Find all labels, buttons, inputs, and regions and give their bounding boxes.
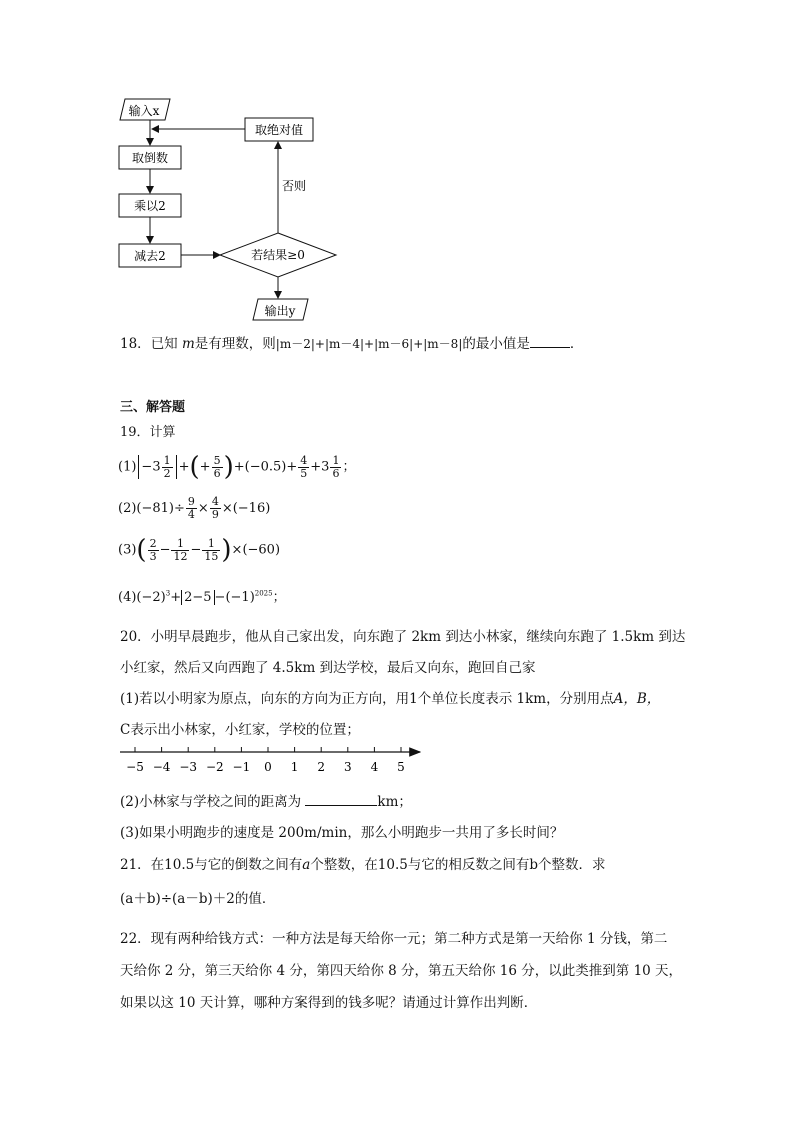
number-line-tick-label: −3	[179, 760, 198, 774]
number-line-tick-label: 4	[370, 760, 379, 774]
q19-p2-label: (2)	[118, 501, 137, 516]
q19-p3-label: (3)	[118, 542, 137, 558]
q18-answer-blank[interactable]	[530, 347, 570, 348]
subtract-label: 减去2	[134, 249, 166, 263]
number-line-tick-label: 5	[397, 760, 405, 774]
abs-label: 取绝对值	[254, 123, 304, 137]
q22-line2: 天给你 2 分，第三天给你 4 分，第四天给你 8 分，第五天给你 16 分，以此类推到第 10 天，	[120, 963, 683, 979]
q19-p2-d: (−16)	[232, 501, 271, 516]
q20-line1: 20．小明早晨跑步，他从自己家出发，向东跑了 2km 到达小林家，继续向东跑了 1.5km 到达	[120, 629, 686, 645]
q19-p2-op2: ×	[197, 501, 209, 516]
q19-part1: (1) −3 $\frac{1}{2}$ +(+ $\frac{5}{6}$ )+(−0.5)+ $\frac{4}{5}$ +3 $\frac{1}{6}$ ；	[118, 452, 356, 482]
q21-var-b: b	[529, 857, 539, 873]
q19-p2-a: (−81)	[136, 501, 174, 516]
q20-sub1	[120, 687, 660, 707]
number-line-tick-label: −5	[126, 760, 144, 774]
condition-label: 若结果≥0	[251, 248, 305, 262]
q19-p4-label: (4)	[118, 590, 137, 605]
q18-expression: |m－2|+|m－4|+|m－6|+|m－8|	[275, 337, 463, 351]
q19-p1-frac-d: $\frac{4}{5}$	[300, 453, 308, 480]
q20-sub1-text: (1)若以小明家为原点，向东的方向为正方向，用1个单位长度表示 1km，分别用点	[120, 691, 614, 707]
number-line	[118, 742, 428, 776]
q19-p3-frac-b: $\frac{1}{12}$	[173, 536, 188, 563]
q20-sub1-points: A，B，	[613, 691, 661, 707]
flowchart	[110, 90, 350, 325]
q19-p3-frac-a: $\frac{2}{3}$	[149, 536, 157, 563]
q18-text-b: 是有理数，则	[194, 336, 276, 352]
number-line-tick-label: 0	[264, 760, 272, 774]
section-title: 三、解答题	[120, 400, 186, 415]
else-label: 否则	[281, 179, 307, 193]
q19-p4-end: ；	[272, 590, 286, 605]
q19-p1-label: (1)	[118, 459, 137, 475]
q19-p3-d: ×(−60)	[231, 542, 281, 558]
q21-text-b: 个整数，在10.5与它的相反数之间有	[310, 857, 530, 873]
q18-var: m	[181, 336, 195, 352]
q21-line2: (a＋b)÷(a－b)＋2的值．	[120, 891, 276, 907]
q19-p1-e-whole: 3	[321, 459, 330, 475]
q19-part3: (3)( $\frac{2}{3}$ − $\frac{1}{12}$ − $\frac{1}{15}$ )×(−60)	[118, 535, 281, 565]
q19-p2-frac-b: $\frac{9}{4}$	[187, 495, 195, 521]
q20-line2: 小红家，然后又向西跑了 4.5km 到达学校，最后又向东，跑回自己家	[120, 660, 536, 676]
number-line-tick-label: 3	[343, 760, 352, 774]
q19-part4: $(4)(-2)^3+ 2-5 -(-1)^{2025}$；	[118, 589, 286, 605]
number-line-tick-label: 1	[290, 760, 299, 774]
q19-p4-c: (−1)	[225, 590, 255, 605]
q20-sub1-line2: C表示出小林家，小红家，学校的位置；	[120, 722, 360, 738]
number-line-tick-label: −4	[152, 760, 171, 774]
multiply-label: 乘以2	[134, 199, 166, 213]
q20-sub2-answer-blank[interactable]	[305, 805, 377, 806]
q19-p1-frac-b: $\frac{5}{6}$	[213, 453, 221, 480]
q22-line3: 如果以这 10 天计算，哪种方案得到的钱多呢？请通过计算作出判断．	[120, 995, 538, 1011]
q19-p2-frac-c: $\frac{4}{9}$	[211, 495, 219, 521]
q19-p4-a-exp: 3	[165, 589, 171, 598]
number-line-tick-label: −1	[232, 760, 251, 774]
q19-p1-frac-a: $\frac{1}{2}$	[163, 453, 171, 480]
q21-line1	[120, 853, 606, 873]
output-label: 输出y	[264, 304, 296, 318]
q18-number: 18．	[120, 336, 151, 352]
q19-p1-c: (−0.5)	[244, 459, 287, 475]
q21-text-c: 个整数．求	[538, 857, 606, 873]
input-label: 输入x	[128, 104, 160, 118]
q20-sub2-text: (2)小林家与学校之间的距离为	[120, 794, 302, 810]
q21-var-a: a	[302, 857, 311, 873]
q19-p1-a-whole: 3	[152, 459, 161, 475]
q19-p1-frac-e: $\frac{1}{6}$	[332, 453, 340, 480]
q19-p4-c-exp: 2025	[254, 589, 273, 598]
q18-text-a: 已知	[150, 336, 178, 352]
q20-sub3: (3)如果小明跑步的速度是 200m/min，那么小明跑步一共用了多长时间？	[120, 825, 564, 841]
q21-text-a: 21．在10.5与它的倒数之间有	[120, 857, 303, 873]
q19-p3-frac-c: $\frac{1}{15}$	[204, 536, 219, 563]
q19-title: 19．计算	[120, 425, 176, 440]
number-line-tick-label: −2	[205, 760, 224, 774]
q22-line1: 22．现有两种给钱方式：一种方法是每天给你一元；第二种方式是第一天给你 1 分钱，第二	[120, 931, 668, 947]
q19-p4-a: (−2)	[136, 590, 166, 605]
q19-part2	[118, 496, 270, 521]
number-line-tick-label: 2	[317, 760, 326, 774]
question-18	[120, 332, 583, 352]
q20-sub2-unit: km；	[377, 794, 412, 810]
q20-sub2	[120, 790, 412, 810]
q19-p4-b: 2−5	[181, 590, 214, 605]
q19-p1-end: ；	[342, 459, 356, 475]
q19-p2-op3: ×	[221, 501, 233, 516]
q18-text-c: 的最小值是	[462, 336, 530, 352]
reciprocal-label: 取倒数	[131, 151, 169, 165]
q19-p2-op1: ÷	[174, 501, 185, 516]
q18-end: ．	[569, 336, 584, 352]
